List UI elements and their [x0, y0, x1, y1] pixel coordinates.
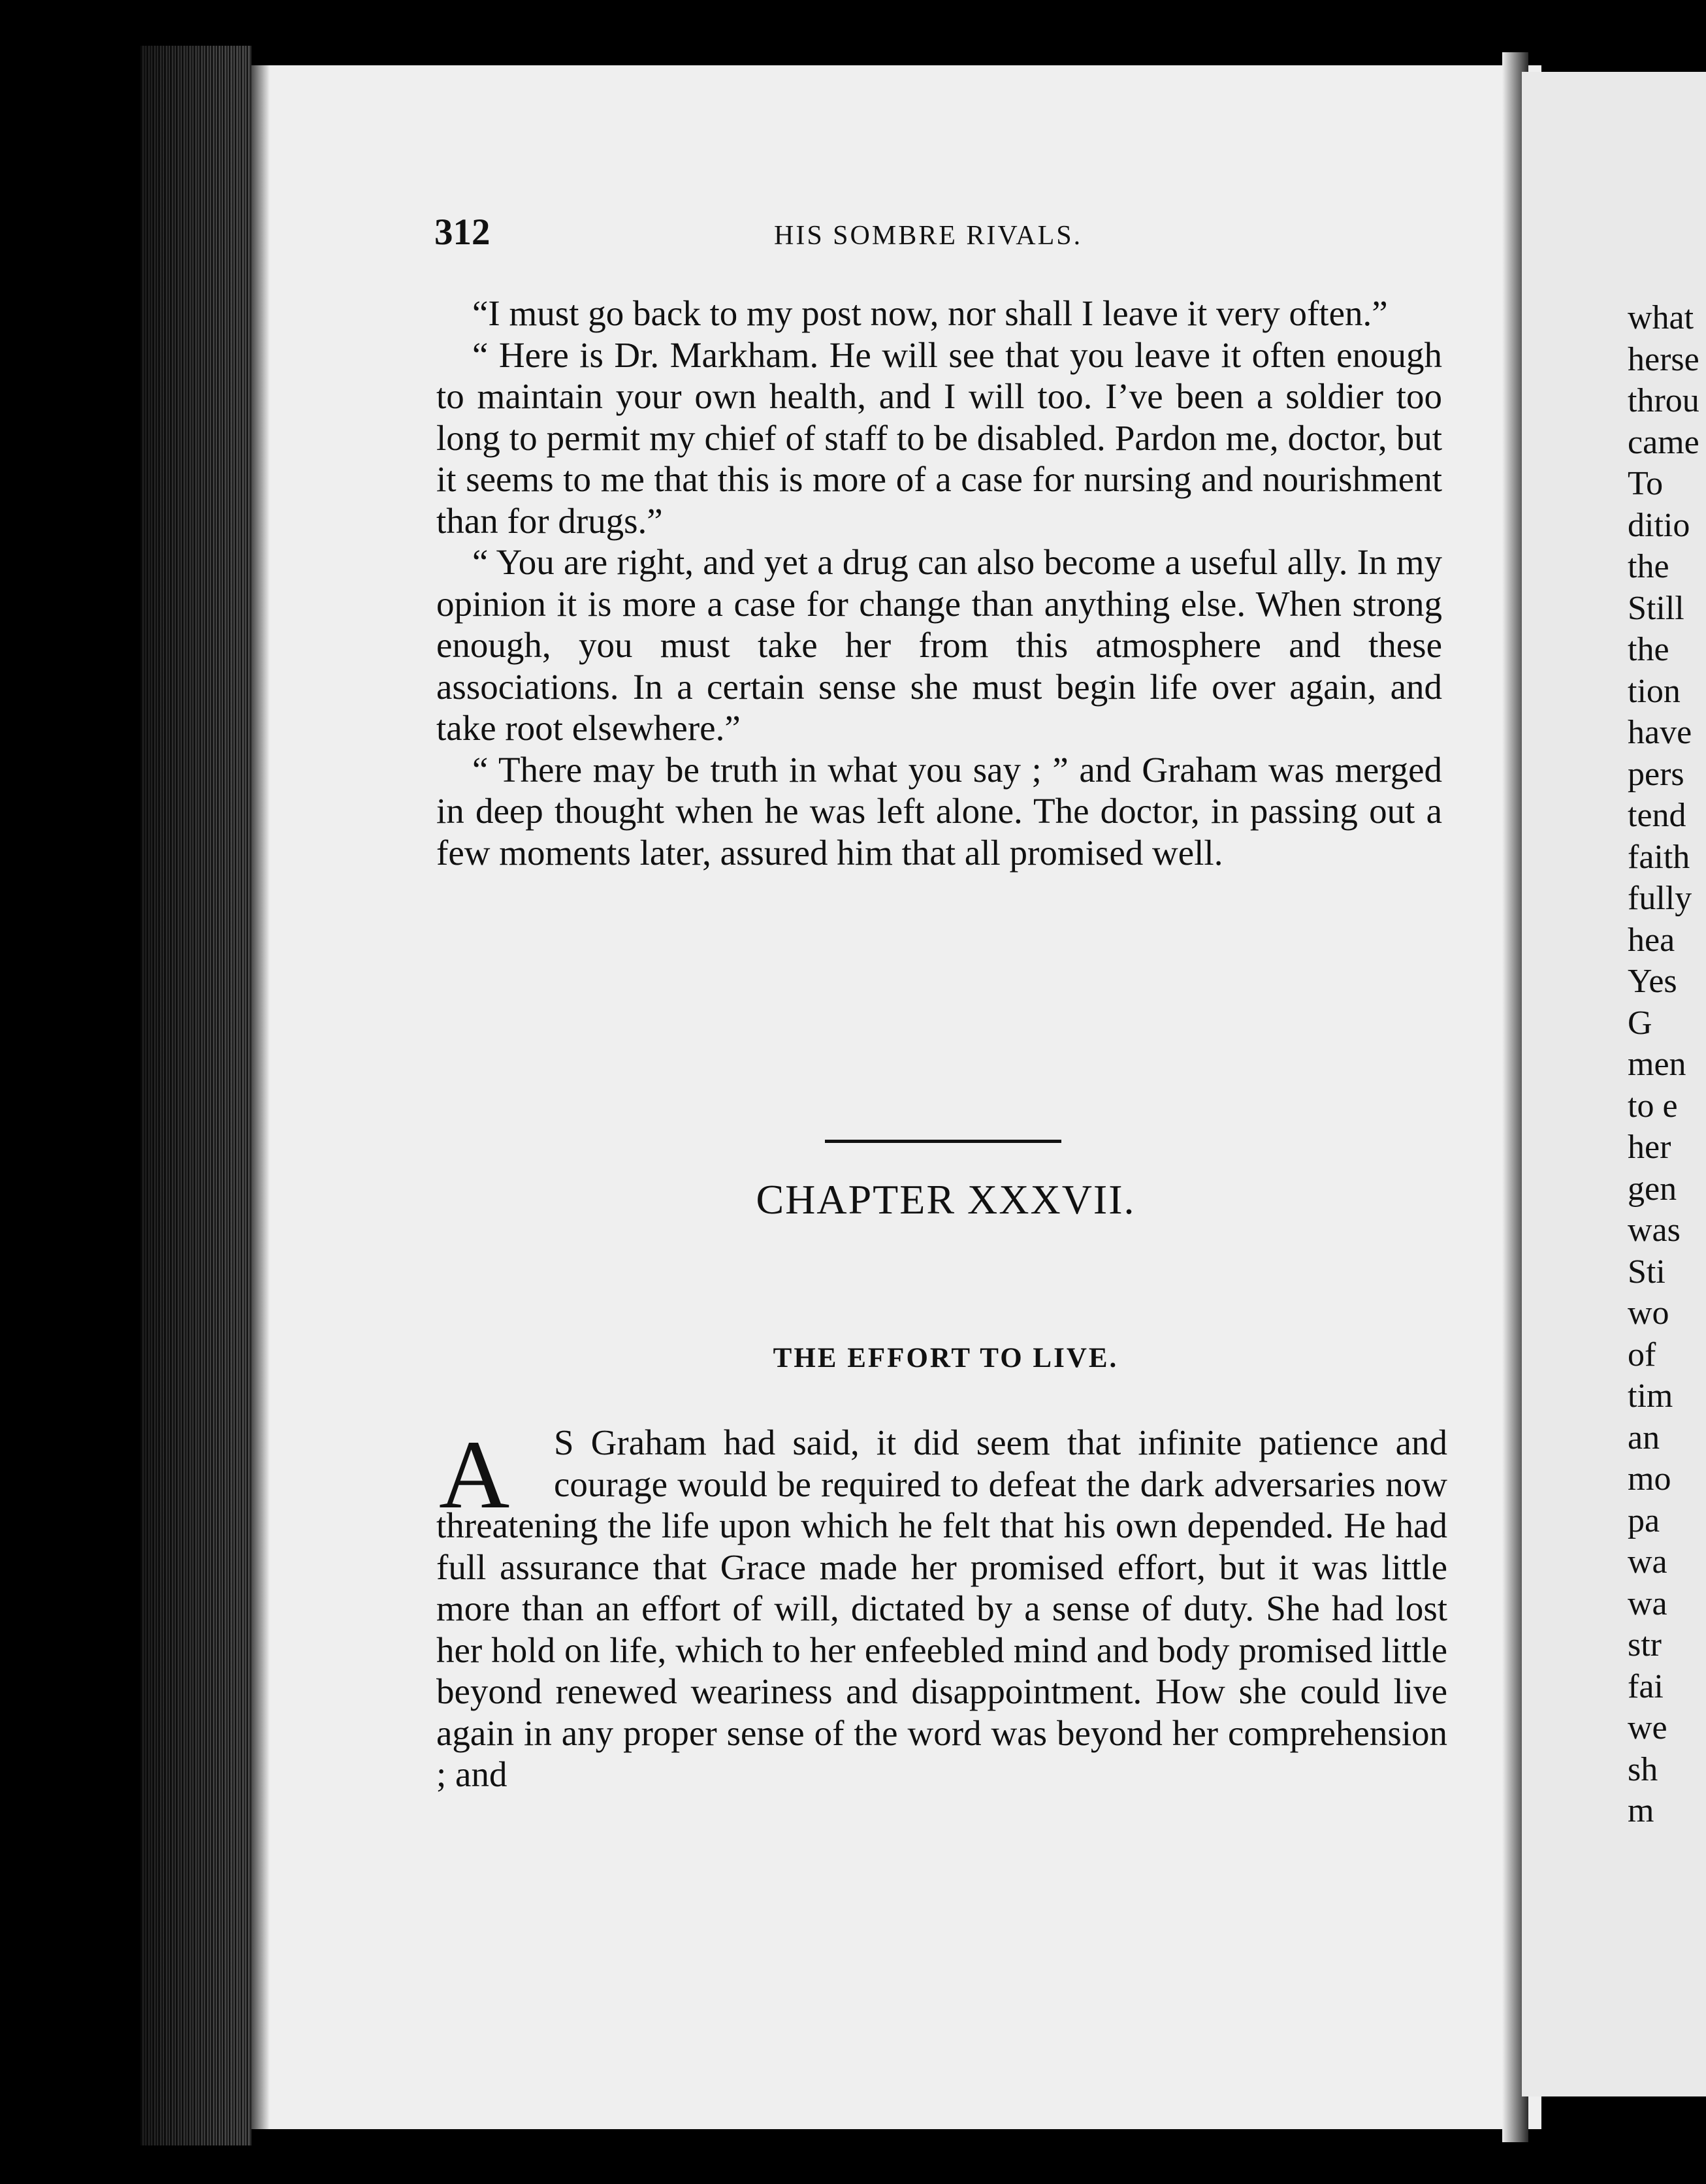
- right-page-line: Yes: [1628, 963, 1677, 1000]
- right-page-line: m: [1628, 1792, 1654, 1829]
- right-page-line: of: [1628, 1336, 1656, 1373]
- paragraph: “ There may be truth in what you say ; ” and Graham was merged in deep thought when he was left alone. The doctor, in passing out a few moments later, assured him that all promised well.: [436, 749, 1442, 873]
- paragraph: “ Here is Dr. Markham. He will see that you leave it often enough to maintain your own health, and I will too. I’ve been a soldier too long to permit my chief of staff to be disabled. Pardon me, doctor, but it seems to me that this is more of a case for nursing and nourishment than for drugs.”: [436, 334, 1442, 541]
- right-page-line: tend: [1628, 797, 1686, 834]
- right-page-line: we: [1628, 1709, 1667, 1746]
- right-page-line: G: [1628, 1004, 1652, 1042]
- chapter-title: CHAPTER XXXVII.: [756, 1176, 1136, 1223]
- right-page-line: Sti: [1628, 1253, 1666, 1291]
- right-page-line: her: [1628, 1129, 1671, 1166]
- right-page-line: To: [1628, 465, 1664, 502]
- right-page-line: Still: [1628, 589, 1684, 627]
- paragraph: “ You are right, and yet a drug can also become a useful ally. In my opinion it is more a case for change than anything else. When strong enough, you must take her from this atmosphere and these associations. In a certain sense she must begin life over again, and take root elsewhere.”: [436, 542, 1442, 748]
- right-page-line: an: [1628, 1419, 1660, 1456]
- paragraph: “I must go back to my post now, nor shall I leave it very often.”: [472, 293, 1388, 333]
- right-page-line: came: [1628, 423, 1699, 461]
- body-text-top: [436, 293, 1442, 873]
- right-page-line: sh: [1628, 1750, 1658, 1788]
- chapter-body: [436, 1422, 1447, 1795]
- page-number: 312: [434, 212, 491, 253]
- drop-cap-spacer: [436, 1422, 554, 1505]
- right-page-line: the: [1628, 631, 1669, 668]
- page-header: [434, 211, 1453, 263]
- right-page-line: wa: [1628, 1584, 1667, 1622]
- right-page-line: tim: [1628, 1377, 1673, 1415]
- right-page-line: throu: [1628, 382, 1699, 419]
- right-page-line: have: [1628, 714, 1692, 751]
- right-page-line: hea: [1628, 921, 1675, 959]
- right-page-line: tion: [1628, 672, 1681, 710]
- right-page-line: the: [1628, 548, 1669, 585]
- right-page-line: mo: [1628, 1460, 1671, 1498]
- right-page-line: pers: [1628, 755, 1684, 793]
- right-page-line: wo: [1628, 1294, 1669, 1332]
- chapter-paragraph: [436, 1422, 1447, 1795]
- right-page-line: wa: [1628, 1543, 1667, 1581]
- right-page-line: ditio: [1628, 506, 1690, 544]
- right-page-line: men: [1628, 1046, 1686, 1083]
- chapter-subtitle: THE EFFORT TO LIVE.: [773, 1343, 1119, 1373]
- right-page-line: pa: [1628, 1502, 1660, 1539]
- book-page-edges: [140, 46, 251, 2145]
- right-page-line: str: [1628, 1626, 1662, 1663]
- right-page-line: fully: [1628, 880, 1692, 917]
- drop-cap: A: [439, 1421, 510, 1529]
- right-page-line: was: [1628, 1212, 1681, 1249]
- right-page-line: gen: [1628, 1170, 1677, 1208]
- chapter-text: S Graham had said, it did seem that infinite patience and courage would be required to defeat the dark adversaries now threatening the life upon which he felt that his own depended. He had full assurance that Grace made her promised effort, but it was little more than an effort of will, dictated by a sense of duty. She had lost her hold on life, which to her enfeebled mind and body promised little beyond renewed weariness and disappointment. How she could live again in any proper sense of the word was beyond her comprehension ; and: [436, 1422, 1447, 1794]
- running-title: HIS SOMBRE RIVALS.: [774, 221, 1083, 251]
- right-page-line: what: [1628, 299, 1694, 336]
- right-page-text: [1628, 297, 1699, 1832]
- right-page-line: to e: [1628, 1087, 1678, 1125]
- right-page-line: fai: [1628, 1667, 1664, 1705]
- right-page-line: faith: [1628, 838, 1690, 876]
- right-page-line: herse: [1628, 340, 1699, 378]
- section-divider: [825, 1140, 1061, 1143]
